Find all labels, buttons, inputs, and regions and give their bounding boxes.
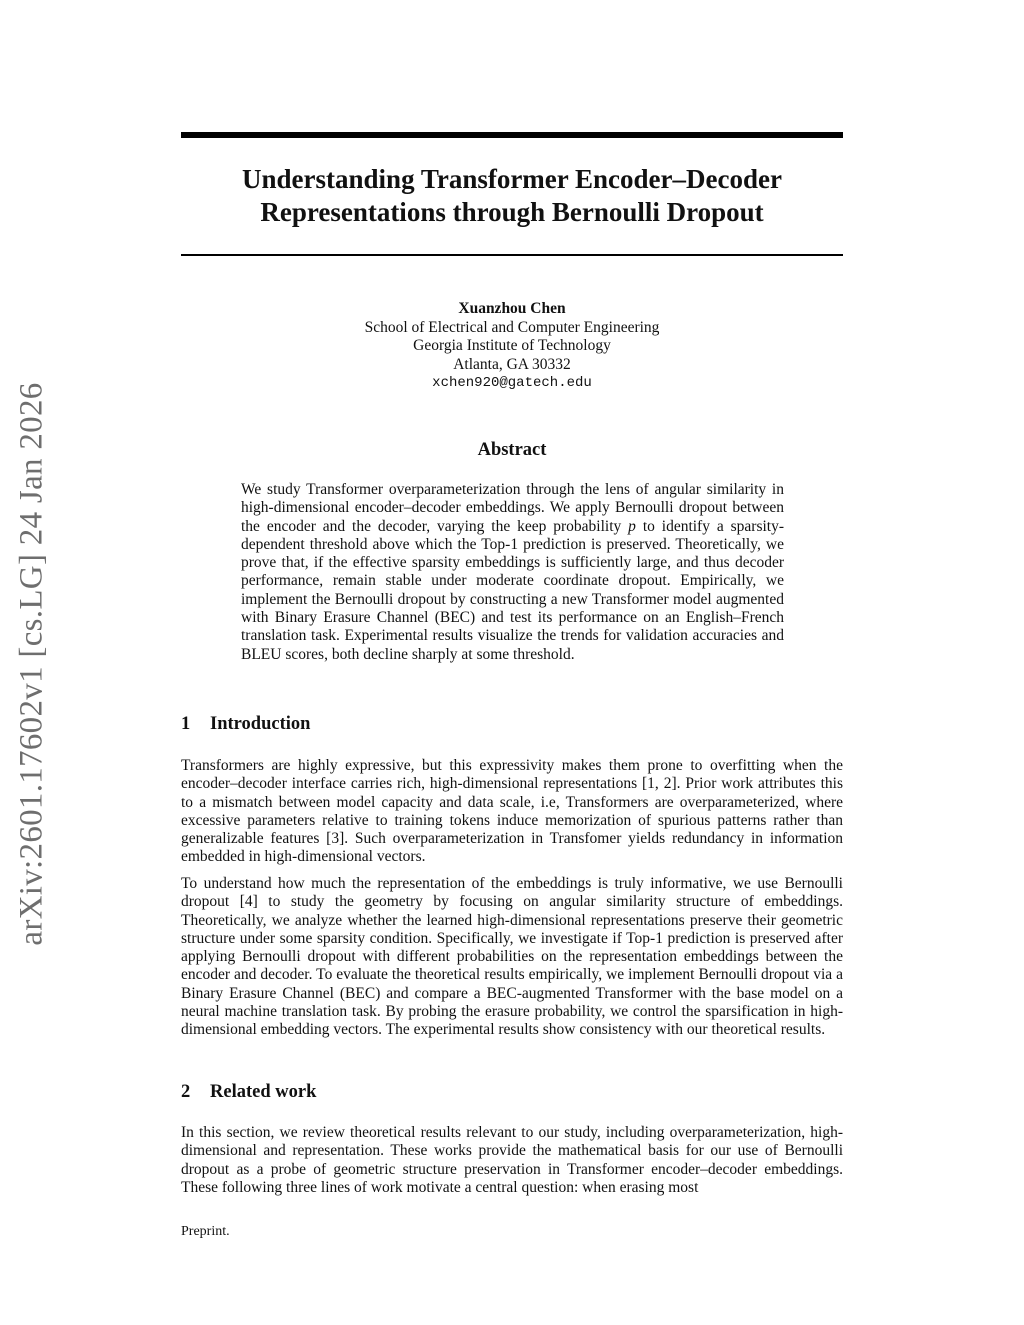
introduction-paragraph-1: Transformers are highly expressive, but this expressivity makes them prone to overfitting when the encoder–decoder interface carries rich, high-dimensional representations [1, 2]. Prior work attributes this to a mismatch between model capacity and data scale, i.e, Transformers are overparameterized, where excessive parameters relative to training tokens induce memorization of spurious patterns rather than generalizable features [3]. Such overparameterization in Transfomer yields redundancy in information embedded in high-dimensional vectors. — [181, 757, 843, 866]
abstract-text-part-1: We study Transformer overparameterization through the lens of angular similarity in high-dimensional encoder–decoder embeddings. We apply Bernoulli dropout between the encoder and the decoder, varying the keep probability — [241, 481, 784, 535]
section-title: Introduction — [210, 714, 311, 734]
section-number: 2 — [181, 1082, 191, 1102]
section-heading-introduction — [181, 714, 843, 735]
title-bottom-rule — [181, 254, 843, 256]
author-name: Xuanzhou Chen — [458, 300, 566, 317]
title-line-2: Representations through Bernoulli Dropout — [260, 197, 764, 227]
keep-probability-variable: p — [628, 517, 636, 535]
section-number: 1 — [181, 714, 191, 734]
author-department: School of Electrical and Computer Engineering — [364, 318, 660, 336]
abstract-heading: Abstract — [477, 440, 547, 460]
preprint-footer: Preprint. — [181, 1224, 230, 1239]
section-heading-related-work — [181, 1082, 843, 1103]
author-email[interactable]: xchen920@gatech.edu — [432, 375, 592, 391]
author-institution: Georgia Institute of Technology — [413, 337, 611, 354]
paper-title — [181, 163, 843, 229]
introduction-paragraph-2: To understand how much the representation of the embeddings is truly informative, we use Bernoulli dropout [4] to study the geometry by focusing on angular similarity structure of embeddings. Theoretically, we analyze whether the learned high-dimensional representations preserve their geometric structure under some sparsity condition. Specifically, we investigate if Top-1 prediction is preserved after applying Bernoulli dropout with different probabilities on the representation embeddings between the encoder and decoder. To evaluate the theoretical results empirically, we implement Bernoulli dropout via a Binary Erasure Channel (BEC) and compare a BEC-augmented Transformer with the base model on a neural machine translation task. By probing the erasure probability, we control the sparsification in high-dimensional embedding vectors. The experimental results show consistency with our theoretical results. — [181, 875, 843, 1039]
author-address: Atlanta, GA 30332 — [453, 355, 571, 373]
arxiv-identifier-stamp: arXiv:2601.17602v1 [cs.LG] 24 Jan 2026 — [13, 382, 50, 946]
abstract-text-part-2: to identify a sparsity-dependent threshold above which the Top-1 prediction is preserved. Theoretically, we prove that, if the effective sparsity embeddings is sufficiently large, and thus decoder performance, remain stable under moderate coordinate dropout. Empirically, we implement the Bernoulli dropout by constructing a new Transformer model augmented with Binary Erasure Channel (BEC) and test its performance on an English–French translation task. Experimental results visualize the trends for validation accuracies and BLEU scores, both decline sharply at some threshold. — [241, 517, 785, 663]
section-title: Related work — [210, 1082, 317, 1102]
title-line-1: Understanding Transformer Encoder–Decoder — [242, 164, 782, 194]
abstract-text — [241, 481, 784, 664]
title-top-rule — [181, 132, 843, 138]
author-block — [181, 300, 843, 393]
related-work-paragraph-1: In this section, we review theoretical results relevant to our study, including overparameterization, high-dimensional and representation. These works provide the mathematical basis for our use of Bernoulli dropout as a probe of geometric structure preservation in Transformer encoder–decoder embeddings. These following three lines of work motivate a central question: when erasing most — [181, 1124, 843, 1196]
